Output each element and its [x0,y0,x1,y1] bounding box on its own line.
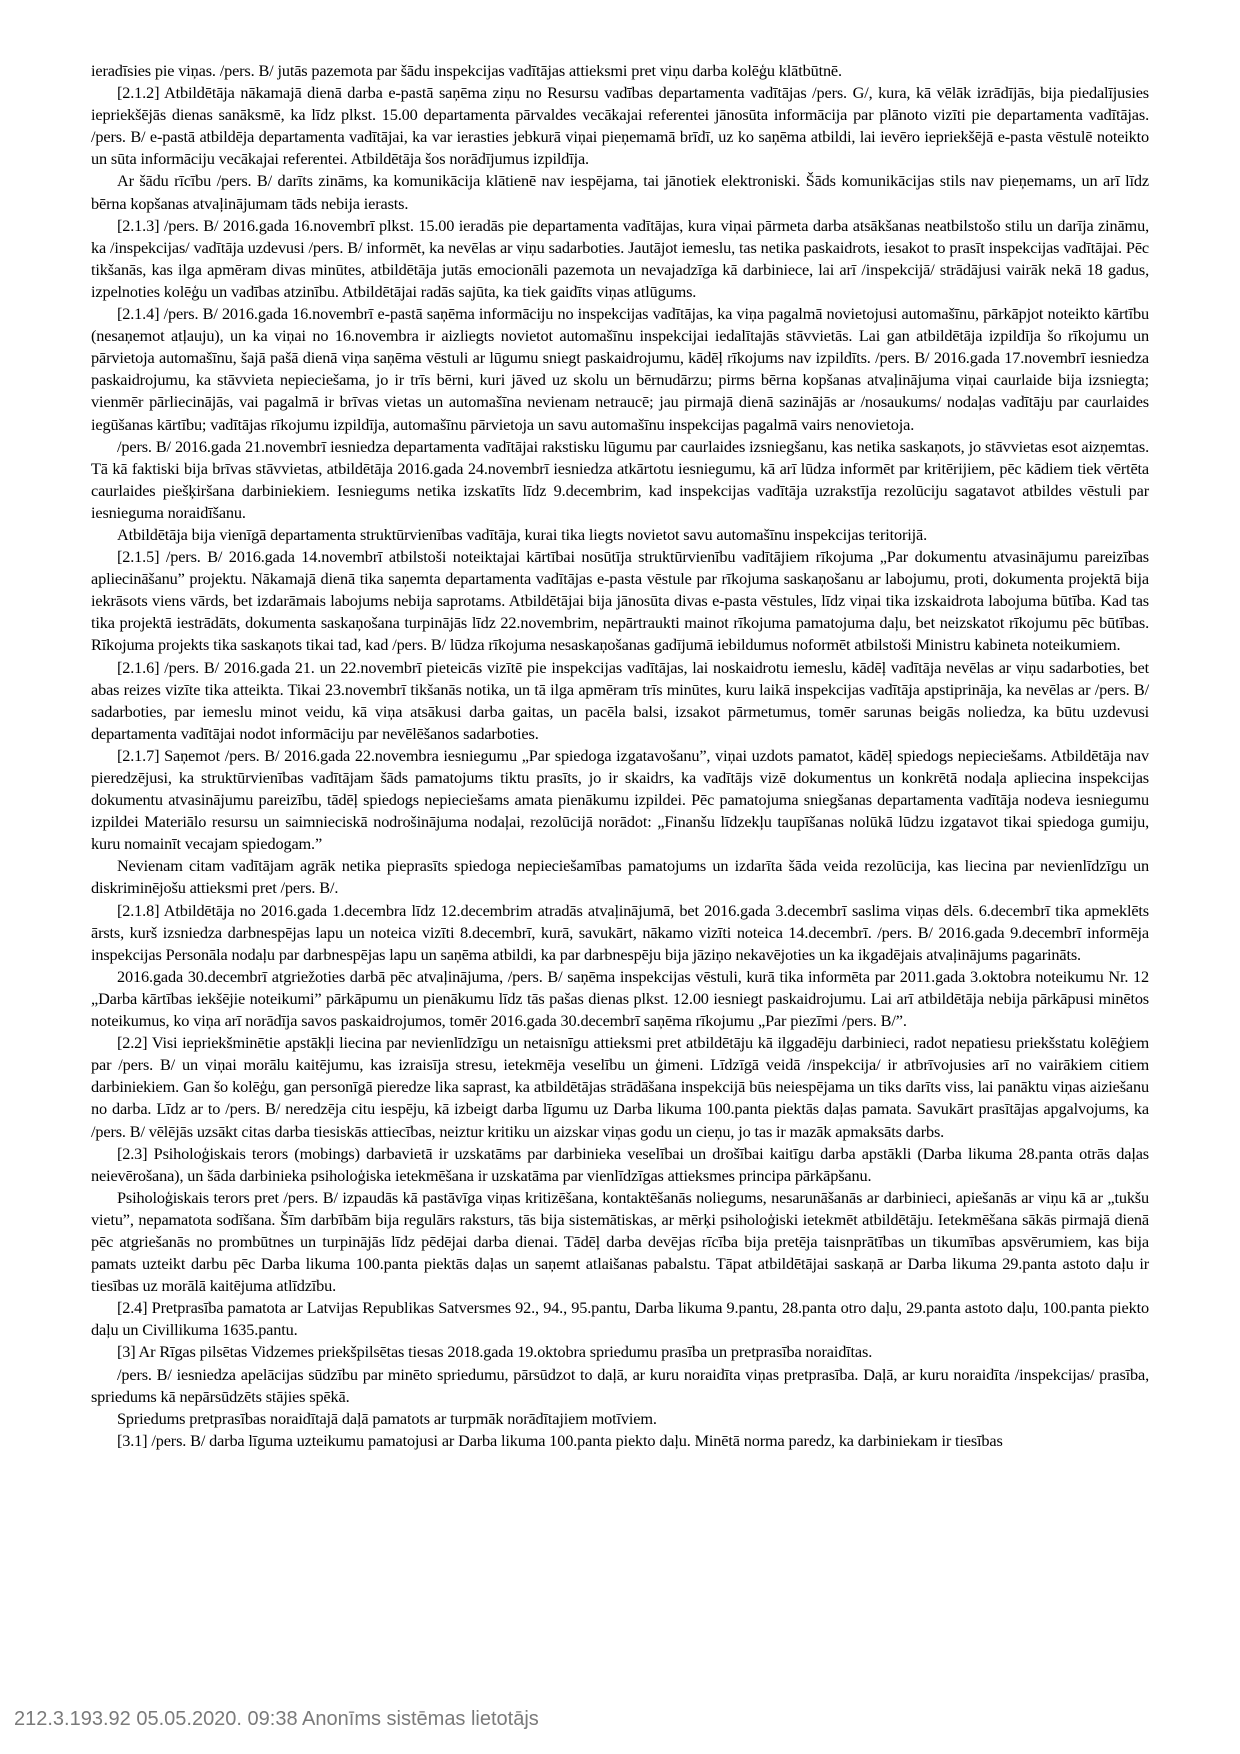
paragraph: [2.1.4] /pers. B/ 2016.gada 16.novembrī e-pastā saņēma informāciju no inspekcijas vadītājas, ka viņa pagalmā novietojusi automašīnu, pārkāpjot noteikto kārtību (nesaņemot atļauju), un ka viņai no 16.novembra ir aizliegts novietot automašīnu inspekcijai iedalītajās stāvvietās. Lai gan atbildētāja izpildīja šo rīkojumu un pārvietoja automašīnu, šajā pašā dienā viņa saņēma vēstuli ar lūgumu sniegt paskaidrojumu, kādēļ rīkojums nav izpildīts. /pers. B/ 2016.gada 17.novembrī iesniedza paskaidrojumu, ka stāvvieta nepieciešama, jo ir trīs bērni, kuri jāved uz skolu un bērnudārzu; pirms bērna kopšanas atvaļinājuma viņai caurlaide bija izsniegta; vienmēr pārliecinājās, vai pagalmā ir brīvas vietas un automašīna nevienam netraucē; jau pirmajā dienā sazinājās ar /nosaukums/ nodaļas vadītāju par caurlaides iegūšanas kārtību; vadītājas rīkojumu izpildīja, automašīnu pārvietoja un savu automašīnu inspekcijas pagalmā vairs nenovietoja. [91,304,1149,434]
paragraph: [3.1] /pers. B/ darba līguma uzteikumu pamatojusi ar Darba likuma 100.panta piekto daļu. Minētā norma paredz, ka darbiniekam ir tiesības [117,1430,1003,1450]
paragraph: 2016.gada 30.decembrī atgriežoties darbā pēc atvaļinājuma, /pers. B/ saņēma inspekcijas vēstuli, kurā tika informēta par 2011.gada 3.oktobra noteikumu Nr. 12 „Darba kārtības iekšējie noteikumi” pārkāpumu un pienākumu līdz tās pašas dienas plkst. 12.00 iesniegt paskaidrojumu. Lai arī atbildētāja nebija pārkāpusi minētos noteikumus, ko viņa arī norādīja savos paskaidrojumos, tomēr 2016.gada 30.decembrī saņēma rīkojumu „Par piezīmi /pers. B/”. [91,966,1149,1031]
paragraph: [2.2] Visi iepriekšminētie apstākļi liecina par nevienlīdzīgu un netaisnīgu attieksmi pret atbildētāju kā ilggadēju darbinieci, radot nepatiesu priekšstatu kolēģiem par /pers. B/ un viņai morālu kaitējumu, kas izraisīja stresu, ietekmēja veselību un ģimeni. Līdzīgā veidā /inspekcija/ ir atbrīvojusies arī no vairākiem citiem darbiniekiem. Gan šo kolēģu, gan personīgā pieredze lika saprast, ka atbildētājas strādāšana inspekcijā būs neiespējama un tiks darīts viss, lai panāktu viņas aiziešanu no darba. Līdz ar to /pers. B/ neredzēja citu iespēju, kā izbeigt darba līgumu uz Darba likuma 100.panta piektās daļas pamata. Savukārt prasītājas apgalvojums, ka /pers. B/ vēlējās uzsākt citas darba tiesiskās attiecības, neiztur kritiku un aizskar viņas godu un cieņu, jo tas ir mazāk apmaksāts darbs. [91,1033,1149,1141]
paragraph: [2.1.7] Saņemot /pers. B/ 2016.gada 22.novembra iesniegumu „Par spiedoga izgatavošanu”, viņai uzdots pamatot, kādēļ spiedogs nepieciešams. Atbildētāja nav pieredzējusi, ka struktūrvienības vadītājam šāds pamatojums tiktu prasīts, jo ir skaidrs, ka vadītājs vizē dokumentus un konkrētā nodaļa apliecina inspekcijas dokumentu atvasinājumu pareizību, tādēļ spiedogs nepieciešams amata pienākumu izpildei. Pēc pamatojuma sniegšanas departamenta vadītāja nodeva iesniegumu izpildei Materiālo resursu un saimnieciskā nodrošinājuma nodaļai, rezolūcijā norādot: „Finanšu līdzekļu taupīšanas nolūkā lūdzu izgatavot tikai spiedoga gumiju, kuru nomainīt vecajam spiedogam.” [91,745,1149,854]
paragraph: [2.3] Psiholoģiskais terors (mobings) darbavietā ir uzskatāms par darbinieka veselībai un drošībai kaitīgu darba apstākli (Darba likuma 28.panta otrās daļas neievērošana), un šāda darbinieka psiholoģiska ietekmēšana ir uzskatāma par vienlīdzīgas attieksmes principa pārkāpšanu. [91,1143,1149,1185]
paragraph: Spriedums pretprasības noraidītajā daļā pamatots ar turpmāk norādītajiem motīviem. [117,1408,657,1428]
paragraph: [2.1.8] Atbildētāja no 2016.gada 1.decembra līdz 12.decembrim atradās atvaļinājumā, bet 2016.gada 3.decembrī saslima viņas dēls. 6.decembrī tika apmeklēts ārsts, kurš izsniedza darbnespējas lapu un noteica vizīti 8.decembrī, kurā, savukārt, nākamo vizīti noteica 14.decembrī. /pers. B/ 2016.gada 9.decembrī informēja inspekcijas Personāla nodaļu par darbnespējas lapu un saņēma atbildi, ka par darbnespēju bija jāziņo nekavējoties un ka ikgadējais atvaļinājums pagarināts. [91,900,1149,964]
paragraph: /pers. B/ iesniedza apelācijas sūdzību par minēto spriedumu, pārsūdzot to daļā, ar kuru noraidīta viņas pretprasība. Daļā, ar kuru noraidīta /inspekcijas/ prasība, spriedums kā nepārsūdzēts stājies spēkā. [91,1364,1149,1406]
paragraph: [2.1.2] Atbildētāja nākamajā dienā darba e-pastā saņēma ziņu no Resursu vadības departamenta vadītājas /pers. G/, kura, kā vēlāk izrādījās, bija piedalījusies iepriekšējās dienas sanāksmē, ka līdz plkst. 15.00 departamenta pārvaldes vecākajai referentei jānosūta informācija par plānoto vizīti pie departamenta vadītājas. /pers. B/ e-pastā atbildēja departamenta vadītājai, ka var ierasties jebkurā viņai pieņemamā brīdī, uz ko saņēma atbildi, lai ievēro iepriekšējā e-pasta vēstulē noteikto un sūta informāciju vecākajai referentei. Atbildētāja šos norādījumus izpildīja. [91,83,1149,169]
paragraph: [3] Ar Rīgas pilsētas Vidzemes priekšpilsētas tiesas 2018.gada 19.oktobra spriedumu prasība un pretprasība noraidītas. [117,1342,873,1362]
paragraph: [2.4] Pretprasība pamatota ar Latvijas Republikas Satversmes 92., 94., 95.pantu, Darba likuma 9.pantu, 28.panta otro daļu, 29.panta astoto daļu, 100.panta piekto daļu un Civillikuma 1635.pantu. [91,1298,1149,1340]
paragraph: Atbildētāja bija vienīgā departamenta struktūrvienības vadītāja, kurai tika liegts novietot savu automašīnu inspekcijas teritorijā. [117,524,928,544]
paragraph: /pers. B/ 2016.gada 21.novembrī iesniedza departamenta vadītājai rakstisku lūgumu par caurlaides izsniegšanu, kas netika saskaņots, jo stāvvietas esot aizņemtas. Tā kā faktiski bija brīvas stāvvietas, atbildētāja 2016.gada 24.novembrī iesniedza atkārtotu iesniegumu, kā arī lūdza informēt par kritērijiem, pēc kādiem tiek vērtēta caurlaides piešķiršana darbiniekiem. Iesniegums netika izskatīts līdz 9.decembrim, kad inspekcijas vadītāja uzrakstīja rezolūciju sagatavot atbildes vēstuli par iesnieguma noraidīšanu. [91,436,1149,522]
paragraph: Nevienam citam vadītājam agrāk netika pieprasīts spiedoga nepieciešamības pamatojums un izdarīta šāda veida rezolūcija, kas liecina par nevienlīdzīgu un diskriminējošu attieksmi pret /pers. B/. [91,856,1149,898]
paragraph: ieradīsies pie viņas. /pers. B/ jutās pazemota par šādu inspekcijas vadītājas attieksmi pret viņu darba kolēģu klātbūtnē. [91,61,842,80]
paragraph: Psiholoģiskais terors pret /pers. B/ izpaudās kā pastāvīga viņas kritizēšana, kontaktēšanās noliegums, nesarunāšanās ar darbinieci, apiešanās ar viņu kā ar „tukšu vietu”, nepamatota sodīšana. Šīm darbībām bija regulārs raksturs, tās bija sistemātiskas, ar mērķi psiholoģiski ietekmēt atbildētāju. Ietekmēšana sākās pirmajā dienā pēc atgriešanās no prombūtnes un turpinājās līdz pēdējai darba dienai. Tādēļ darba devējas rīcība bija pretēja taisnprātības un tikumības apsvērumiem, kas bija pamats uzteikt darbu pēc Darba likuma 100.panta piektās daļas un saņemt atlaišanas pabalstu. Tāpat atbildētājai saskaņā ar Darba likuma 29.panta astoto daļu ir tiesības uz morālā kaitējuma atlīdzību. [91,1187,1149,1296]
paragraph: [2.1.5] /pers. B/ 2016.gada 14.novembrī atbilstoši noteiktajai kārtībai nosūtīja struktūrvienību vadītājiem rīkojuma „Par dokumentu atvasinājumu pareizības apliecināšanu” projektu. Nākamajā dienā tika saņemta departamenta vadītājas e-pasta vēstule par rīkojuma saskaņošanu ar labojumu, proti, dokumenta projektā bija iekrāsots viens vārds, bet izdarāmais labojums nebija saprotams. Atbildētājai bija jānosūta divas e-pasta vēstules, līdz viņai tika izskaidrota labojuma būtība. Kad tas tika projektā iestrādāts, dokumenta saskaņošana turpinājās līdz 22.novembrim, nepārtraukti mainot rīkojuma pamatojuma daļu, bet neizskatot rīkojumu pēc būtības. Rīkojuma projekts tika saskaņots tikai tad, kad /pers. B/ lūdza rīkojuma nesaskaņošanas gadījumā iebildumus noformēt atbilstoši Ministru kabineta noteikumiem. [91,547,1149,655]
paragraph: [2.1.3] /pers. B/ 2016.gada 16.novembrī plkst. 15.00 ieradās pie departamenta vadītājas, kura viņai pārmeta darba atsākšanas neatbilstošo stilu un darīja zināmu, ka /inspekcijas/ vadītāja uzdevusi /pers. B/ informēt, ka nevēlas ar viņu sadarboties. Jautājot iemeslu, tas netika paskaidrots, iesakot to prasīt inspekcijas vadītājai. Pēc tikšanās, kas ilga apmēram divas minūtes, atbildētāja jutās emocionāli pazemota un nevajadzīga kā darbiniece, lai arī /inspekcijā/ strādājusi vairāk nekā 18 gadus, izpelnoties kolēģu un vadības atzinību. Atbildētājai radās sajūta, ka tiek gaidīts viņas atlūgums. [91,215,1149,301]
paragraph: [2.1.6] /pers. B/ 2016.gada 21. un 22.novembrī pieteicās vizītē pie inspekcijas vadītājas, lai noskaidrotu iemeslu, kādēļ vadītāja nevēlas ar viņu sadarboties, bet abas reizes vizīte tika atteikta. Tikai 23.novembrī tikšanās notika, un tā ilga apmēram trīs minūtes, kuru laikā inspekcijas vadītāja apstiprināja, ka nevēlas ar /pers. B/ sadarboties, par iemeslu minot veidu, kā viņa atsākusi darba gaitas, un pacēla balsi, izsakot pārmetumus, tomēr sarunas beigās noliedza, ka būtu uzdevusi departamenta vadītājai nodot informāciju par nevēlēšanos sadarboties. [91,657,1149,743]
document-body [91,60,1149,1452]
paragraph: Ar šādu rīcību /pers. B/ darīts zināms, ka komunikācija klātienē nav iespējama, tai jānotiek elektroniski. Šāds komunikācijas stils nav pieņemams, un arī līdz bērna kopšanas atvaļinājumam tāds nebija ierasts. [91,171,1149,213]
access-log-footer: 212.3.193.92 05.05.2020. 09:38 Anonīms sistēmas lietotājs [14,1708,539,1730]
